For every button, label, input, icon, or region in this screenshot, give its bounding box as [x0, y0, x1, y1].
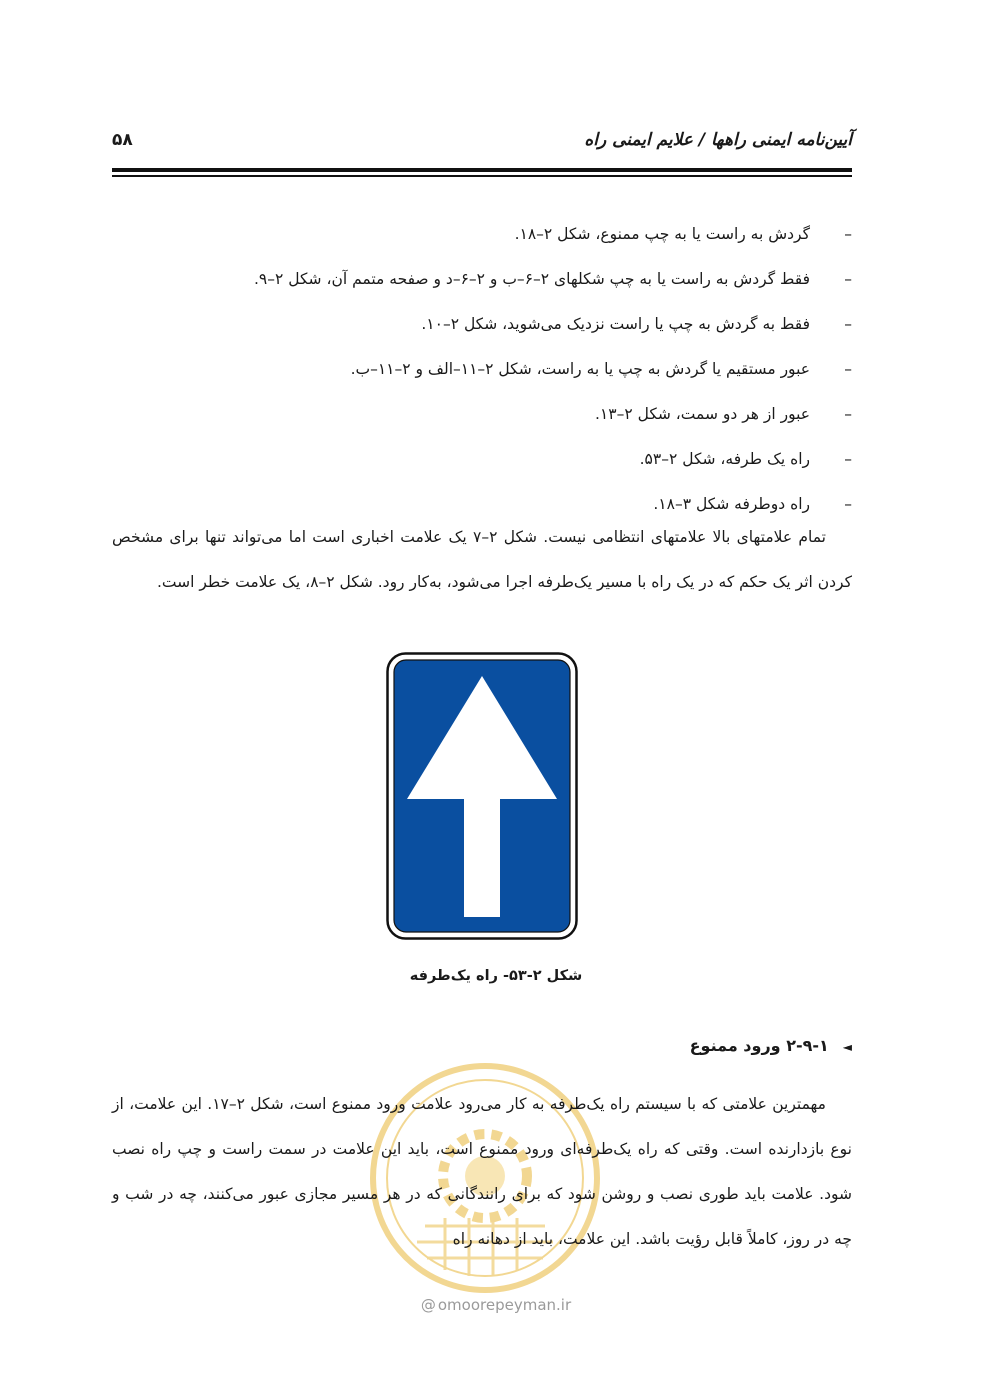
- header-rule-thick: [112, 168, 852, 172]
- list-item-text: گردش به راست یا به چپ ممنوع، شکل ۲–۱۸.: [514, 225, 810, 243]
- list-item: [152, 212, 852, 257]
- watermark-url: [0, 1296, 992, 1314]
- list-item: [152, 392, 852, 437]
- section-marker-icon: ◄: [842, 1040, 852, 1054]
- list-item-text: راه یک طرفه، شکل ۲–۵۳.: [639, 450, 810, 468]
- bullet-dash: –: [844, 360, 852, 378]
- section-heading: [690, 1036, 852, 1055]
- section-heading-text: ۲-۹-۱ ورود ممنوع: [689, 1036, 829, 1055]
- bullet-dash: –: [844, 225, 852, 243]
- list-item-text: فقط گردش به راست یا به چپ شکلهای ۲–۶–ب و ۲–۶–د و صفحه متمم آن، شکل ۲–۹.: [253, 270, 810, 288]
- bullet-dash: –: [844, 495, 852, 513]
- list-item: [152, 257, 852, 302]
- bullet-list: [152, 212, 852, 527]
- bullet-dash: –: [844, 270, 852, 288]
- list-item: [152, 347, 852, 392]
- list-item-text: عبور مستقیم یا گردش به چپ یا به راست، شکل ۲–۱۱–الف و ۲–۱۱–ب.: [350, 360, 810, 378]
- bullet-dash: –: [844, 405, 852, 423]
- bullet-dash: –: [844, 450, 852, 468]
- list-item: [152, 437, 852, 482]
- header-rule-thin: [112, 175, 852, 177]
- watermark-text: omoorepeyman.ir: [437, 1296, 572, 1314]
- header-title: آیین‌نامه ایمنی راهها / علایم ایمنی راه: [584, 130, 852, 150]
- page-header: [112, 128, 852, 158]
- list-item: [152, 302, 852, 347]
- list-item-text: فقط به گردش به چپ یا راست نزدیک می‌شوید، شکل ۲–۱۰.: [421, 315, 810, 333]
- body-paragraph: مهمترین علامتی که با سیستم راه یک‌طرفه به کار می‌رود علامت ورود ممنوع است، شکل ۲–۱۷. این علامت، از نوع بازدارنده است. وقتی که راه یک‌طرفه‌ای ورود ممنوع است، باید این علامت در سمت راست و چپ راه نصب شود. علامت باید طوری نصب و روشن شود که برای رانندگانی که در هر مسیر مجازی عبور می‌کنند، چه در شب و چه در روز، کاملاً قابل رؤیت باشد. این علامت، باید از دهانه راه: [112, 1095, 852, 1248]
- list-item-text: عبور از هر دو سمت، شکل ۲–۱۳.: [594, 405, 810, 423]
- one-way-sign-icon: [386, 652, 578, 940]
- page-number: ۵۸: [112, 130, 133, 150]
- at-icon: @: [420, 1296, 436, 1314]
- list-item-text: راه دوطرفه شکل ۳–۱۸.: [653, 495, 810, 513]
- figure-caption: شکل ۲-۵۳- راه یک‌طرفه: [409, 968, 583, 984]
- body-paragraph: تمام علامتهای بالا علامتهای انتظامی نیست. شکل ۲–۷ یک علامت اخباری است اما می‌تواند تنها برای مشخص کردن اثر یک حکم که در یک راه با مسیر یک‌طرفه اجرا می‌شود، به‌کار رود. شکل ۲–۸، یک علامت خطر است.: [112, 528, 852, 591]
- bullet-dash: –: [844, 315, 852, 333]
